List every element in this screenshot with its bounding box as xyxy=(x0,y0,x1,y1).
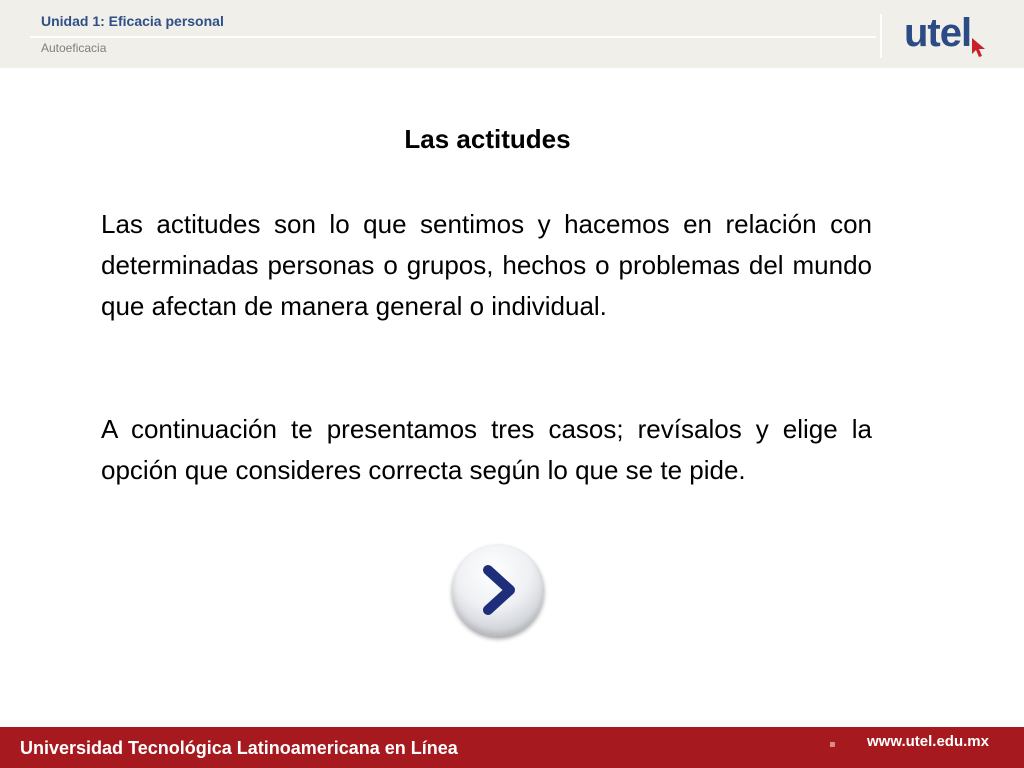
intro-paragraph: Las actitudes son lo que sentimos y hacemos en relación con determinadas personas o grupos, hechos o problemas del mundo que afectan de manera general o individual. xyxy=(101,209,872,321)
logo-text: utel xyxy=(904,11,972,55)
footer-website-link[interactable]: www.utel.edu.mx xyxy=(867,733,989,750)
header-divider xyxy=(30,36,876,38)
section-subtitle: Autoeficacia xyxy=(41,41,107,55)
footer-bullet: ▪ xyxy=(829,739,836,750)
next-button[interactable] xyxy=(452,544,544,636)
unit-title: Unidad 1: Eficacia personal xyxy=(41,13,224,29)
footer-bar xyxy=(0,727,1024,768)
cursor-arrow-icon xyxy=(970,36,990,60)
header-bar xyxy=(0,0,1024,68)
instruction-paragraph: A continuación te presentamos tres casos; revísalos y elige la opción que consideres correcta según lo que se te pide. xyxy=(101,414,872,485)
footer-university-name: Universidad Tecnológica Latinoamericana en Línea xyxy=(20,738,458,758)
utel-logo xyxy=(904,10,996,60)
page-title: Las actitudes xyxy=(404,124,571,154)
logo-divider xyxy=(880,14,882,58)
chevron-right-icon xyxy=(452,544,544,636)
